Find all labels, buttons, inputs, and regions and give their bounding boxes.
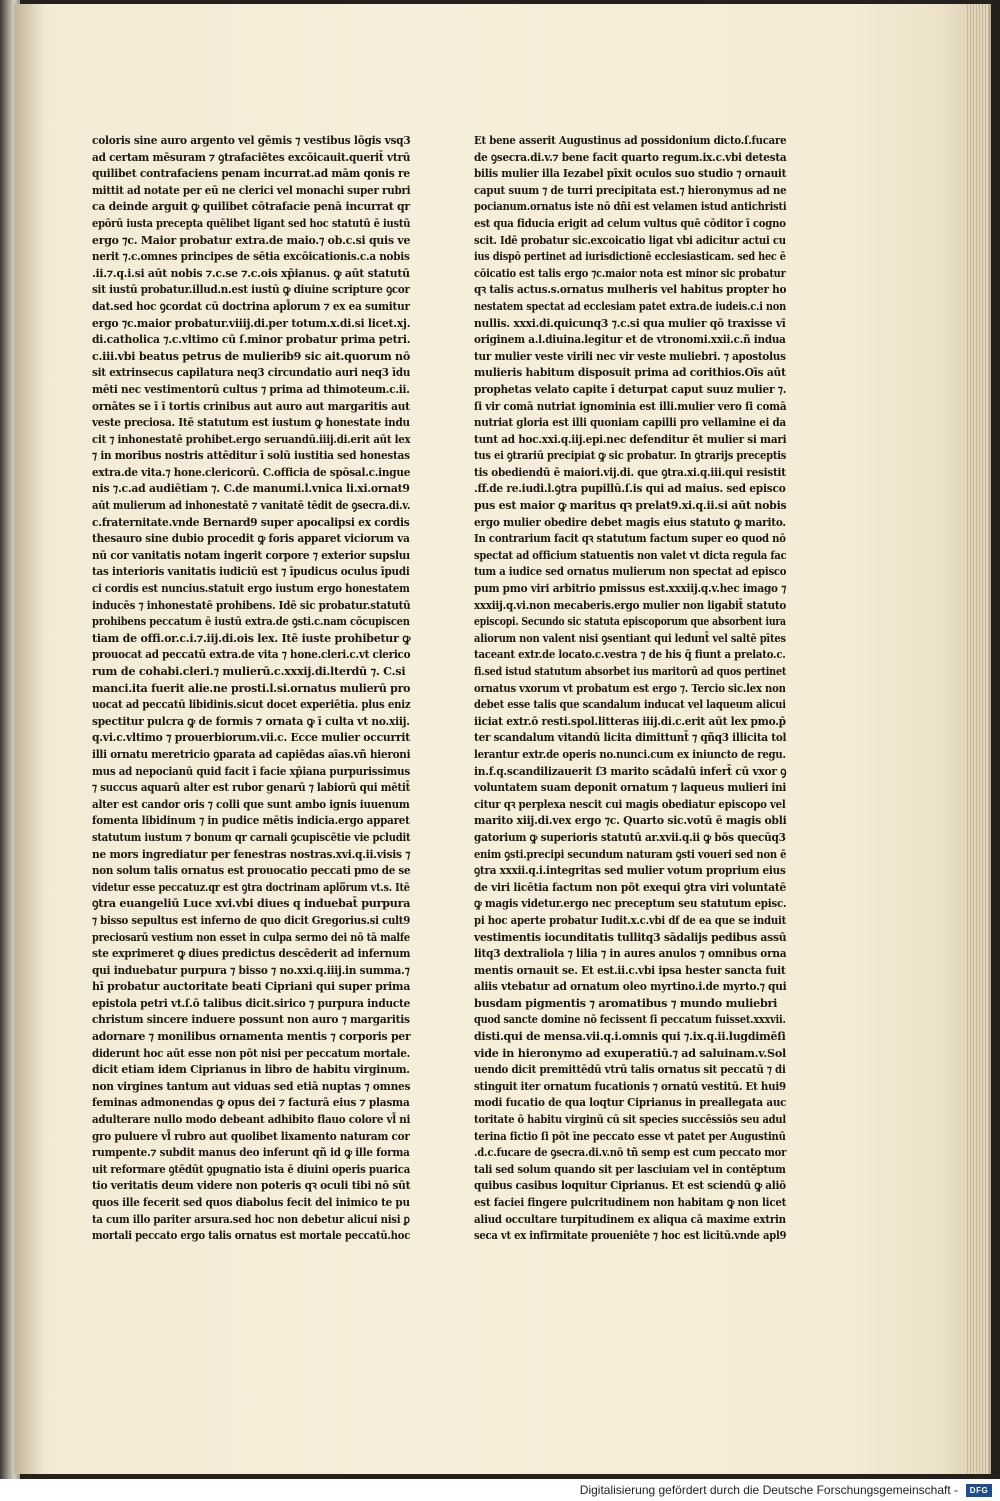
text-line: pus est maior ꝙ maritus qꝛ prelat9.xi.q.ii.si aūt nobis [474, 498, 787, 513]
text-line: In contrarium facit qꝛ statutum factum super eo quod nō [474, 531, 786, 546]
text-line: voluntatem suam deponit ornatum ⁊ laqueus mulieri ini [474, 780, 787, 795]
text-line: ⁊ in moribus nostris attēditur ī solū iustitia sed honestas [92, 448, 410, 463]
text-line: mēti nec vestimentorū cultus ⁊ prima ad thimoteum.c.ii. [92, 381, 410, 396]
text-line: rumpente.⁊ subdit manus deo inferunt qñ id ꝙ ille forma [92, 1145, 410, 1160]
text-line: illi ornatu meretricio ꝯparata ad capiēdas aīas.vñ hieroni [92, 746, 411, 761]
text-line: uocat ad peccatū libidinis.sicut docet experiētia. plus eniz [92, 697, 411, 712]
text-line: ad certam mēsuram ⁊ ꝯtrafaciētes excōicauit.querit̄ vtrū [92, 149, 411, 164]
text-line: vestimentis iocunditatis tullitq3 sādalijs pedibus assū [474, 929, 787, 944]
text-line: mortali peccato ergo talis ornatus est mortale peccatū.hoc [92, 1228, 411, 1243]
text-line: hī probatur auctoritate beati Cipriani qui super prima [92, 979, 411, 994]
right-text-column [474, 132, 786, 1244]
text-line: .ff.de re.iudi.l.ꝯtra pupillū.ſ.is qui ad maius. sed episco [474, 481, 786, 496]
text-line: episcopi. Secundo sic statuta episcoporum que absorbent iura [474, 614, 786, 629]
text-line: originem a.l.diuina.legitur et de vtronomi.xxii.c.ñ indua [474, 332, 786, 347]
text-line: litq3 dextraliola ⁊ lilia ⁊ in aures anulos ⁊ omnibus orna [474, 946, 787, 961]
text-line: spectitur pulcra ꝙ de formis ⁊ ornata ꝙ ī culta vt no.xiij. [92, 713, 410, 728]
text-line: sit iustū probatur.illud.n.est iustū ꝙ diuine scripture ꝯcor [92, 282, 410, 297]
text-line: sit extrinsecus capilatura neq3 circundatio auri neq3 īdu [92, 365, 411, 380]
text-line: nū cor vanitatis notam ingerit corpore ⁊ exterior supsluı [92, 547, 410, 562]
text-line: scit. Idē probatur sic.excoicatio ligat vbi adicitur actui cu [474, 232, 786, 247]
text-line: tus ei ꝯtrariū precipiat ꝙ sic probatur. In ꝯtrarijs preceptis [474, 448, 787, 463]
text-line: inducēs ⁊ inhonestatē prohibens. Idē sic probatur.statutū [92, 597, 411, 612]
text-line: ⁊ succus aquarū alter est rubor genarū ⁊ labiorū qui mētit̄ [92, 780, 411, 795]
text-line: ius dispō pertinet ad iurisdictionē ecclesiasticam. sed hec ē [474, 249, 786, 264]
text-line: manci.ita fuerit alie.ne prosti.l.si.ornatus mulierū pro [92, 680, 411, 695]
page-stack-edge [965, 4, 989, 1474]
text-line: tunt ad hoc.xxi.q.iij.epi.nec defenditur ēt mulier si mari [474, 431, 787, 446]
text-line: ⁊ bisso sepultus est inferno de quo dicit Gregorius.si cult9 [92, 912, 411, 927]
text-line: statutum iustum ⁊ bonum qr carnali ꝯcupiscētie vie pcludit [92, 829, 411, 844]
text-line: ornatus vxorum vt probatum est ergo ⁊. Tercio sic.lex non [474, 680, 786, 695]
text-line: ꝯtra xxxii.q.i.integritas sed mulier votum proprium eius [474, 863, 786, 878]
text-line: fomenta libidinum ⁊ in pudice mētis indicia.ergo apparet [92, 813, 410, 828]
text-line: cit ⁊ inhonestatē prohibet.ergo seruandū.iiij.di.erit aūt lex [92, 431, 411, 446]
text-line: citur qꝛ perplexa nescit cui magis obediatur episcopo vel [474, 796, 786, 811]
text-line: aliorum non valent nisi ꝯsentiant qui ledunt̄ vel saltē pītes [474, 630, 786, 645]
text-line: caput suum ⁊ de turri precipitata est.⁊ hieronymus ad ne [474, 182, 787, 197]
text-line: dat.sed hoc ꝯcordat cū doctrina apl̄orum ⁊ ex ea sumitur [92, 298, 410, 313]
binding-shadow [14, 4, 44, 1474]
text-line: tas interioris vanitatis iudiciū est ⁊ īpudicus oculus īpudi [92, 564, 410, 579]
text-line: mus ad nepocianū quid facit ī facie xp̄iana purpurissimus [92, 763, 410, 778]
text-line: c.fraternitate.vnde Bernard9 super apocalipsi ex cordis [92, 514, 410, 529]
text-line: mittit ad notate per eū ne clerici vel monachi super rubri [92, 182, 411, 197]
text-line: toritate ō habitu virginū cū sit species succēssiōs seu adul [474, 1112, 786, 1127]
text-line: nerit ⁊.c.omnes principes de sētia excōicationis.c.a nobis [92, 249, 410, 264]
text-line: spectat ad officium statuentis non valet vt dicta regula fac [474, 547, 787, 562]
text-line: ornātes se ī ī tortis crinibus aut auro aut margaritis aut [92, 398, 410, 413]
text-line: di.catholica ⁊.c.vltimo cū ſ.minor probatur prima petri. [92, 332, 411, 347]
text-line: ta cum illo pariter arsura.sed hoc non debetur alicui nisi ꝑ [92, 1211, 410, 1226]
text-line: busdam pigmentis ⁊ aromatibus ⁊ mundo muliebri [474, 995, 778, 1010]
text-line: nutriat gloria est illi quoniam capilli pro vellamine ei da [474, 415, 786, 430]
text-line: diderunt hoc aūt esse non pōt nisi per peccatum mortale. [92, 1045, 410, 1060]
text-line: quibus casibus loquitur Ciprianus. Et est sciendū ꝙ aliō [474, 1178, 786, 1193]
text-line: epōrū iusta precepta quēlibet ligant sed hoc statutū ē iustū [92, 215, 411, 230]
text-line: aūt mulierum ad inhonestatē ⁊ vanitatē tēdit de ꝯsecra.di.v. [92, 498, 411, 513]
text-line: nis ⁊.c.ad audiētiam ⁊. C.de manumi.l.vnica li.xi.ornat9 [92, 481, 410, 496]
text-line: modi fucatio de qua loqtur Ciprianus in preallegata auc [474, 1095, 787, 1110]
text-line: taceant extr.de locato.c.vestra ⁊ de his q̄ fiunt a prelato.c. [474, 647, 786, 662]
text-line: est faciei fingere pulcritudinem non habitam ꝙ non licet [474, 1195, 787, 1209]
text-line: rum de cohabi.cleri.⁊ mulierū.c.xxxij.di.lterdū ⁊. C.si [92, 664, 406, 678]
text-line: dicit etiam idem Ciprianus in libro de habitu virginum. [92, 1062, 410, 1077]
text-line: bilis mulier illa Iezabel pīxit oculos suo studio ⁊ ornauit [474, 166, 787, 181]
digitization-footer [0, 1479, 1000, 1501]
text-line: enim ꝯsti.precipi secundum naturam ꝯsti voueri sed non ē [474, 846, 787, 861]
text-line: feminas admonendas ꝙ opus dei ⁊ facturā eius ⁊ plasma [92, 1095, 410, 1110]
text-line: christum sincere induere possunt non auro ⁊ margaritis [92, 1012, 410, 1027]
text-line: non solum talis ornatus est prouocatio peccati pmo de se [92, 863, 411, 878]
left-text-column [92, 132, 410, 1244]
text-line: tur mulier veste virili nec vir veste muliebri. ⁊ apostolus [474, 348, 786, 363]
text-line: prophetas velato capite ī deturpat caput suuz mulier ⁊. [474, 381, 787, 396]
text-line: adornare ⁊ monilibus ornamenta mentis ⁊ corporis per [92, 1029, 411, 1044]
text-line: vide in hieronymo ad exuperatiū.⁊ ad saluinam.v.Sol [474, 1045, 786, 1060]
text-line: qui induebatur purpura ⁊ bisso ⁊ no.xxi.q.iiij.in summa.⁊ [92, 962, 410, 977]
text-line: marito xiij.di.vex ergo ⁊c. Quarto sic.votū ē magis obli [474, 813, 787, 828]
text-line: ci cordis est nuncius.statuit ergo iustum ergo honestatem [92, 581, 410, 596]
text-line: epistola petri vt.ſ.ō talibus dicit.sirico ⁊ purpura inducte [92, 995, 411, 1010]
text-line: ſi vir comā nutriat ignominia est illi.mulier vero ſi comā [474, 398, 787, 413]
text-line: de ꝯsecra.di.v.⁊ bene facit quarto regum.ix.c.vbi detesta [474, 149, 787, 164]
text-line: fi.sed istud statutum absorbet ius maritorū ad quos pertinet [474, 664, 787, 678]
text-line: tis obediendū ē maiori.vij.di. que ꝯtra.xi.q.iii.qui resistit [474, 464, 786, 479]
text-line: tio veritatis deum videre non poteris qꝛ oculi tibi nō sūt [92, 1178, 411, 1193]
text-line: de viri licētia factum non pōt exequi ꝯtra viri voluntatē [474, 879, 786, 894]
text-line: est qua fiducia erigit ad celum vultus quē cōditor ī cogno [474, 215, 786, 230]
text-line: debet esse talis que scandalum inducat vel laqueum alicui [474, 697, 786, 712]
text-line: tali sed solum quando sit per lasciuiam vel in contēptum [474, 1161, 786, 1176]
text-line: ergo mulier obedire debet magis eius statuto ꝙ marito. [474, 514, 786, 529]
text-line: videtur esse peccatuz.qr est ꝯtra doctrinam aplo̅rum vt.s. Itē [92, 879, 410, 894]
book-page [14, 4, 989, 1474]
text-line: cōicatio est talis ergo ⁊c.maior nota est minor sic probatur [474, 265, 786, 280]
text-line: lerantur extr.de operis no.nunci.cum ex iniuncto de regu. [474, 746, 786, 761]
text-line: terina fictio ſi pōt īne peccato esse vt patet per Augustinū [474, 1128, 786, 1143]
text-line: tiam de offi.or.c.i.⁊.iij.di.ois lex. Itē iuste prohibetur ꝙ [92, 630, 411, 645]
text-line: tum a iudice sed ornatus mulierum non spectat ad episco [474, 564, 787, 579]
text-line: iiciat extr.ō resti.spol.litteras iiij.di.c.erit aūt lex pmo.p̄ [474, 713, 786, 728]
text-line: q.vi.c.vltimo ⁊ prouerbiorum.vii.c. Ecce mulier occurrit [92, 730, 410, 745]
text-line: preciosarū vestium non esset in culpa sermo dei nō tā malfe [92, 929, 410, 944]
text-line: quod sancte domine nō fecissent ſi peccatum fuisset.xxxvii. [474, 1012, 786, 1027]
text-line: pocianum.ornatus iste nō dñi est velamen istud antichristi [474, 199, 787, 214]
text-line: mentis ornauit se. Et est.ii.c.vbi ipsa hester sancta fuit [474, 962, 786, 977]
text-line: ergo ⁊c. Maior probatur extra.de maio.⁊ ob.c.si quis ve [92, 232, 411, 247]
text-line: thesauro sine dubio procedit ꝙ foris apparet viciorum va [92, 531, 410, 546]
text-line: ꝙ magis videtur.ergo nec preceptum seu statutum episc. [474, 896, 787, 911]
text-line: aliis vtebatur ad ornatum oleo myrtino.i.de myrto.⁊ qui [474, 979, 787, 994]
footer-credit-text: Digitalisierung gefördert durch die Deutsche Forschungsgemeinschaft - [579, 1483, 958, 1497]
dfg-logo: DFG [966, 1484, 992, 1497]
text-line: pum pmo viri arbitrio pmissus est.xxxiij.q.v.hec imago ⁊ [474, 581, 787, 596]
text-line: veste preciosa. Itē statutum est iustum ꝙ honestate indu [92, 415, 410, 430]
text-line: ter scandalum vitandū licita dimittunt̄ ⁊ qñq3 illicita tol [474, 730, 787, 745]
text-line: non virgines tantum aut viduas sed etiā nuptas ⁊ omnes [92, 1078, 411, 1093]
text-line: prohibens peccatum ē iustū extra.de ꝯsti.c.nam cōcupiscen [92, 614, 410, 629]
text-line: quos ille fecerit sed quos diabolus fecit del inimico te pu [92, 1195, 410, 1209]
text-line: ꝯtra euangeliū Luce xvi.vbi diues q induebat̄ purpura [92, 896, 411, 911]
text-line: qꝛ talis actus.s.ornatus mulheris vel habitus propter ho [474, 282, 787, 297]
text-line: in.f.q.scandilizauerit ſ3 marito scādalū infert̄ cū vxor ꝯ [474, 763, 787, 778]
text-line: nullis. xxxi.di.quicunq3 ⁊.c.si qua mulier qō traxisse vī [474, 315, 786, 330]
text-line: seca vt ex infirmitate proueniēte ⁊ hoc est licitū.vnde apl9 [474, 1228, 787, 1243]
text-line: aliud occultare turpitudinem ex aliqua cā maxime extrin [474, 1211, 786, 1226]
text-line: uit reformare ꝯtēdūt ꝯpugnatio ista ē diuini operis puarica [92, 1161, 411, 1176]
text-line: nestatem spectat ad ecclesiam patet extra.de iudeis.c.i non [474, 298, 786, 313]
text-line: pi hoc aperte probatur Iudit.x.c.vbi df de ea que se induit [474, 912, 787, 927]
text-line: .ii.⁊.q.i.si aūt nobis ⁊.c.se ⁊.c.ois xp̄ianus. ꝙ aūt statutū [92, 265, 410, 280]
text-line: prouocat ad peccatū extra.de vita ⁊ hone.cleri.c.vt clerico [92, 647, 411, 662]
text-line: uendo dicit premittēdū vtrū talis ornatus sit peccatū ⁊ di [474, 1062, 786, 1077]
text-line: Et bene asserit Augustinus ad possidonium dicto.ſ.fucare [474, 133, 787, 147]
text-line: alter est candor oris ⁊ colli que sunt ambo ignis iuuenum [92, 796, 410, 811]
text-line: ste exprimeret ꝙ diues predictus descēderit ad infernum [92, 946, 411, 961]
text-line: gatorium ꝙ superioris statutū ar.xvii.q.ii ꝙ bōs quecūq3 [474, 829, 786, 844]
text-line: ergo ⁊c.maior probatur.viiij.di.per totum.x.di.si licet.xj. [92, 315, 411, 330]
text-line: disti.qui de mensa.vii.q.i.omnis qui ⁊.ix.q.ii.lugdimēſi [474, 1029, 786, 1044]
text-line: .d.c.fucare de ꝯsecra.di.v.nō tñ semp est cum peccato mor [474, 1145, 787, 1160]
text-line: ca deinde arguit ꝙ quilibet cōtrafacie penā incurrat qr [92, 199, 410, 214]
text-line: stinguit iter ornatum fucationis ⁊ ornatū vestitū. Et hui9 [474, 1078, 786, 1093]
text-line: gro puluere vl̄ rubro aut quolibet lixamento naturam cor [92, 1128, 410, 1143]
text-line: c.iii.vbi beatus petrus de mulierib9 sic ait.quorum nō [92, 348, 410, 363]
text-line: xxxiij.q.vi.non mecaberis.ergo mulier non ligabit̄ statuto [474, 597, 787, 612]
text-line: ne mors ingrediatur per fenestras nostras.xvi.q.ii.visis ⁊ [92, 846, 411, 861]
text-line: quilibet contrafaciens penam incurrat.ad mām qonis re [92, 166, 410, 181]
text-line: extra.de vita.⁊ hone.clericorū. C.officia de spōsal.c.ingue [92, 464, 411, 479]
text-line: adulterare nullo modo debeant adhibito flauo colore vl̄ ni [92, 1112, 411, 1127]
text-line: coloris sine auro argento vel gēmis ⁊ vestibus lōgis vsq3 [92, 133, 411, 147]
text-line: mulieris habitum disposuit prima ad corithios.Oīs aūt [474, 365, 786, 380]
